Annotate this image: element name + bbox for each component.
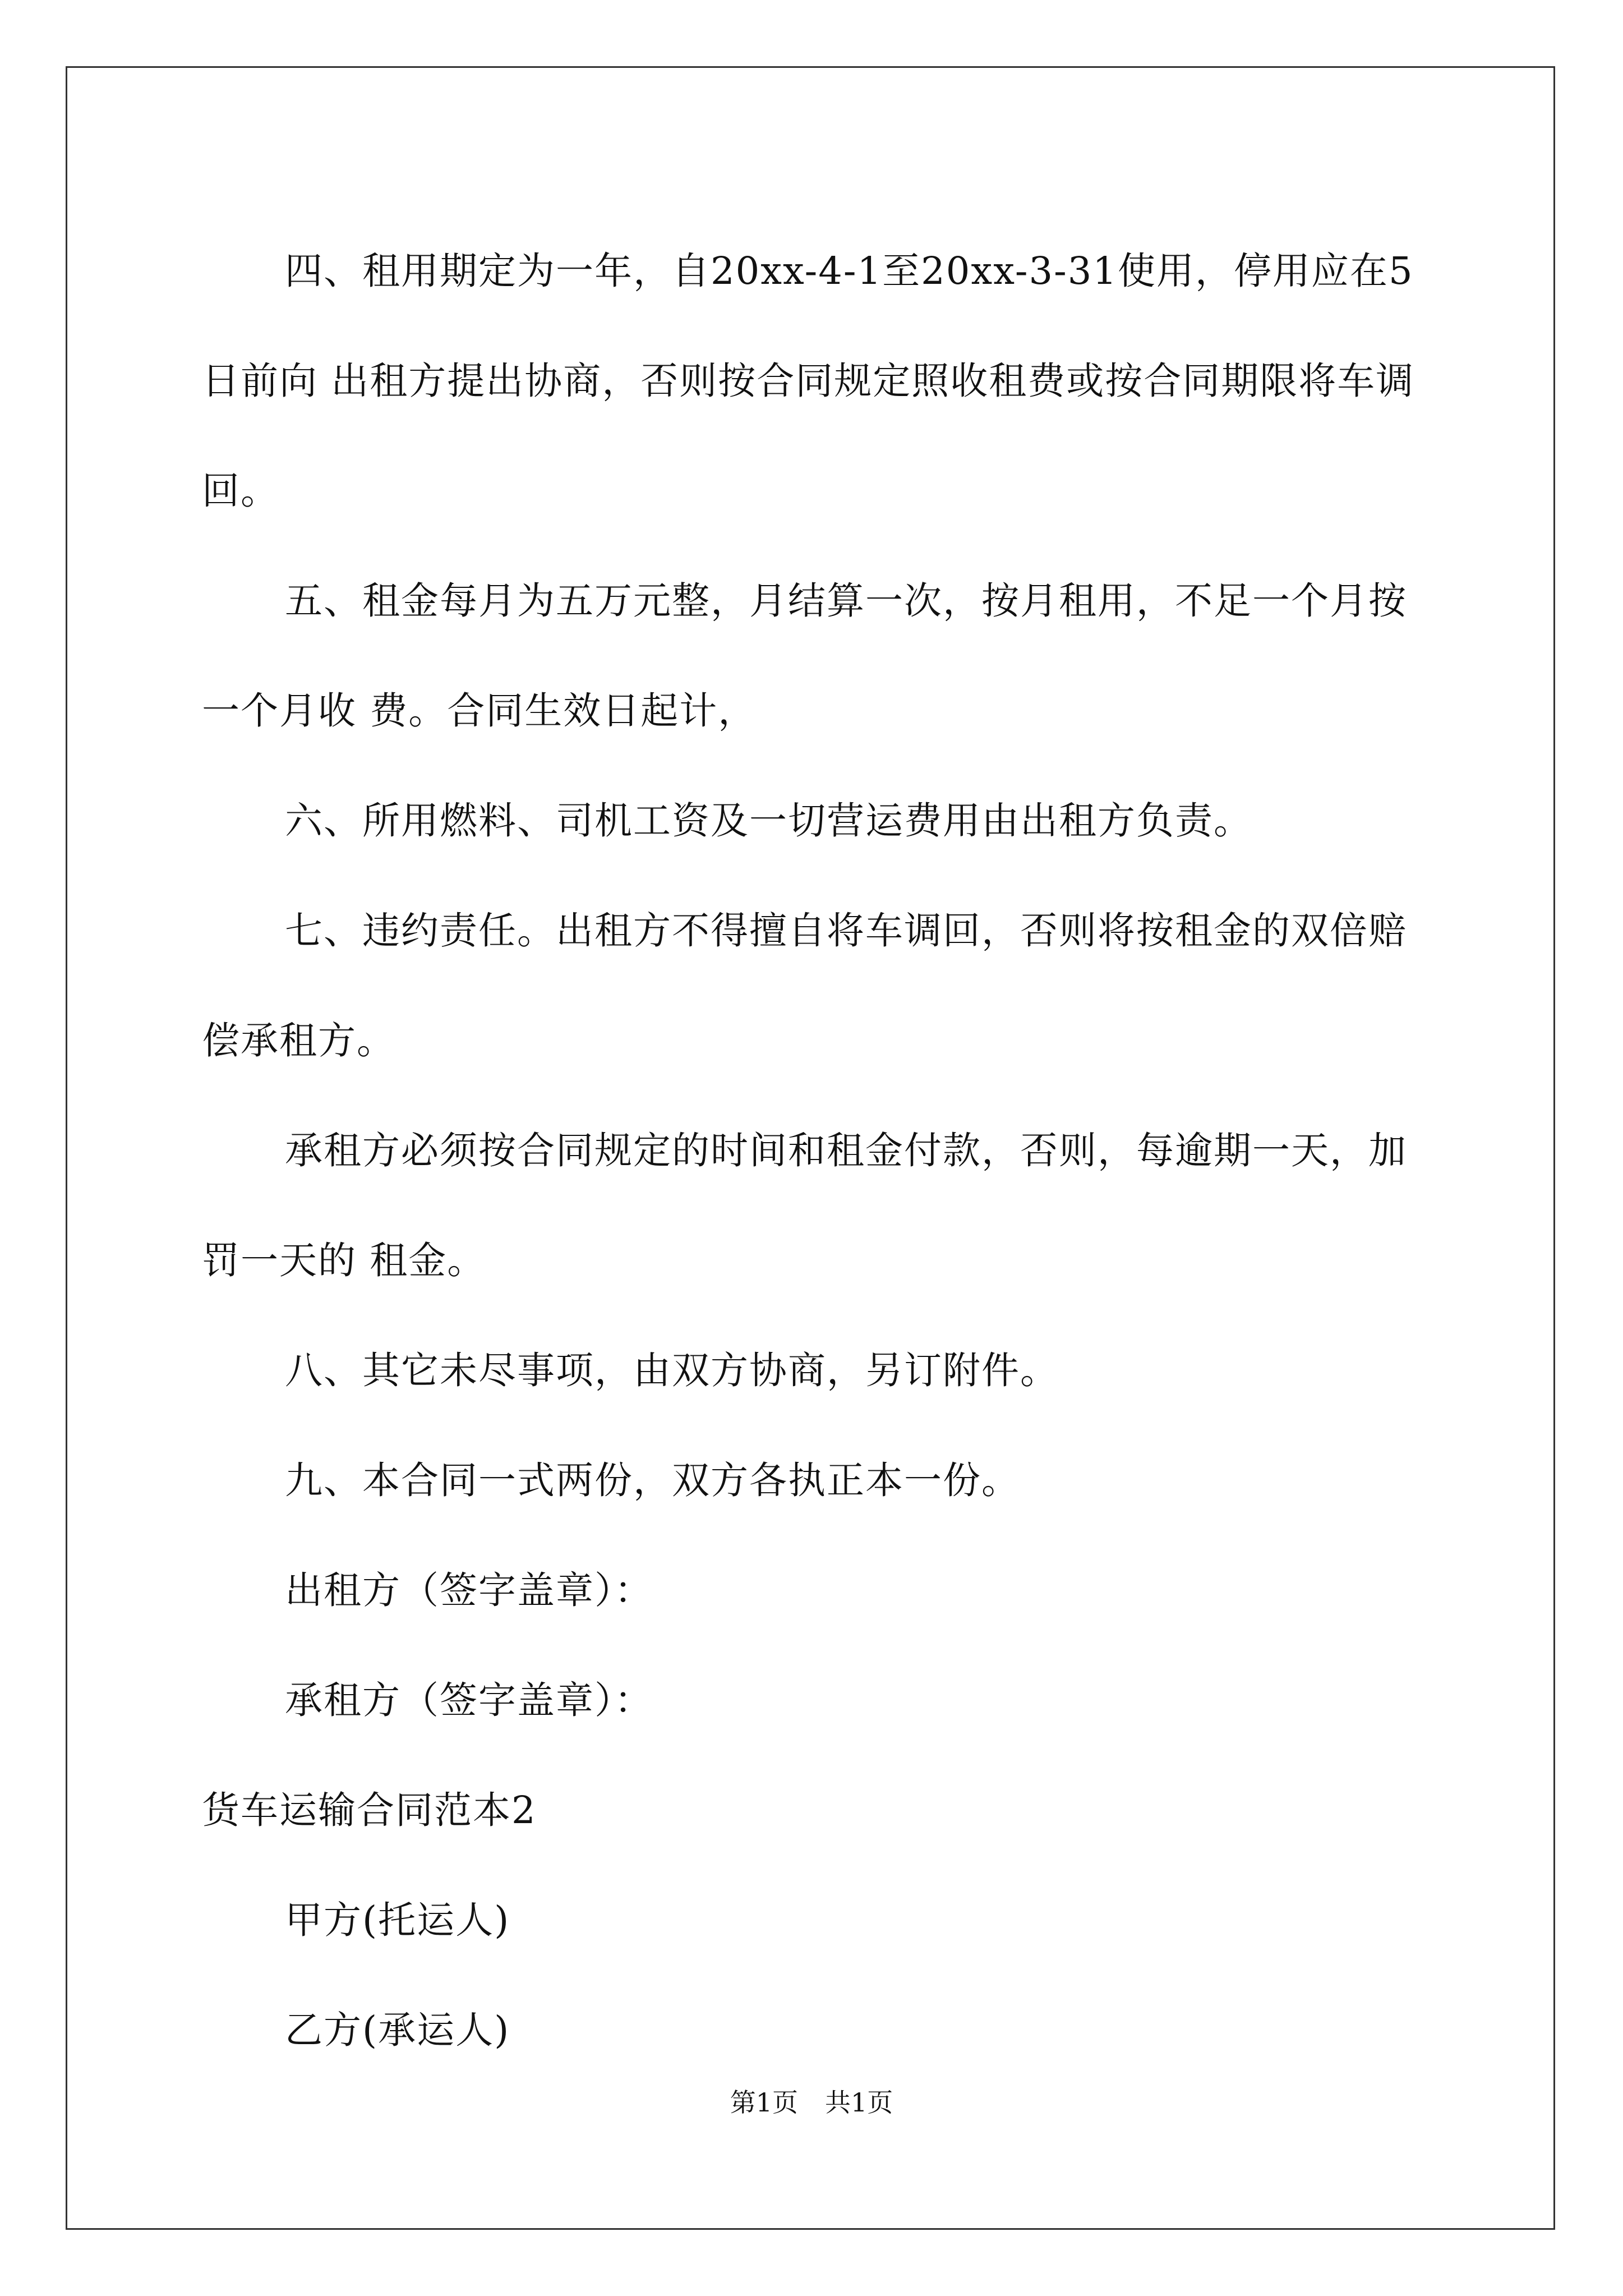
clause-seven: 七、违约责任。出租方不得擅自将车调回，否则将按租金的双倍赔偿承租方。 <box>202 909 1407 1062</box>
document-body <box>202 216 1436 2085</box>
page-number-current: 第1页 <box>730 2087 798 2118</box>
clause-six: 六、所用燃料、司机工资及一切营运费用由出租方负责。 <box>285 799 1252 843</box>
clause-nine: 九、本合同一式两份，双方各执正本一份。 <box>285 1458 1020 1502</box>
clause-four: 四、租用期定为一年，自20xx-4-1至20xx-3-31使用，停用应在5日前向 出租方提出协商，否则按合同规定照收租费或按合同期限将车调回。 <box>202 249 1415 513</box>
lessee-signature-line: 承租方（签字盖章）： <box>285 1678 653 1722</box>
page-footer <box>0 2086 1623 2119</box>
clause-seven-lessee: 承租方必须按合同规定的时间和租金付款，否则，每逾期一天，加罚一天的 租金。 <box>202 1129 1407 1282</box>
lessor-signature-line: 出租方（签字盖章）： <box>285 1568 653 1612</box>
party-a-line: 甲方(托运人) <box>285 1898 510 1942</box>
section-heading: 货车运输合同范本2 <box>202 1788 537 1832</box>
party-b-line: 乙方(承运人) <box>285 2008 510 2052</box>
clause-five: 五、租金每月为五万元整，月结算一次，按月租用，不足一个月按一个月收 费。合同生效日起计， <box>202 579 1407 733</box>
page-number-total: 共1页 <box>825 2087 893 2118</box>
clause-eight: 八、其它未尽事项，由双方协商，另订附件。 <box>285 1349 1059 1392</box>
